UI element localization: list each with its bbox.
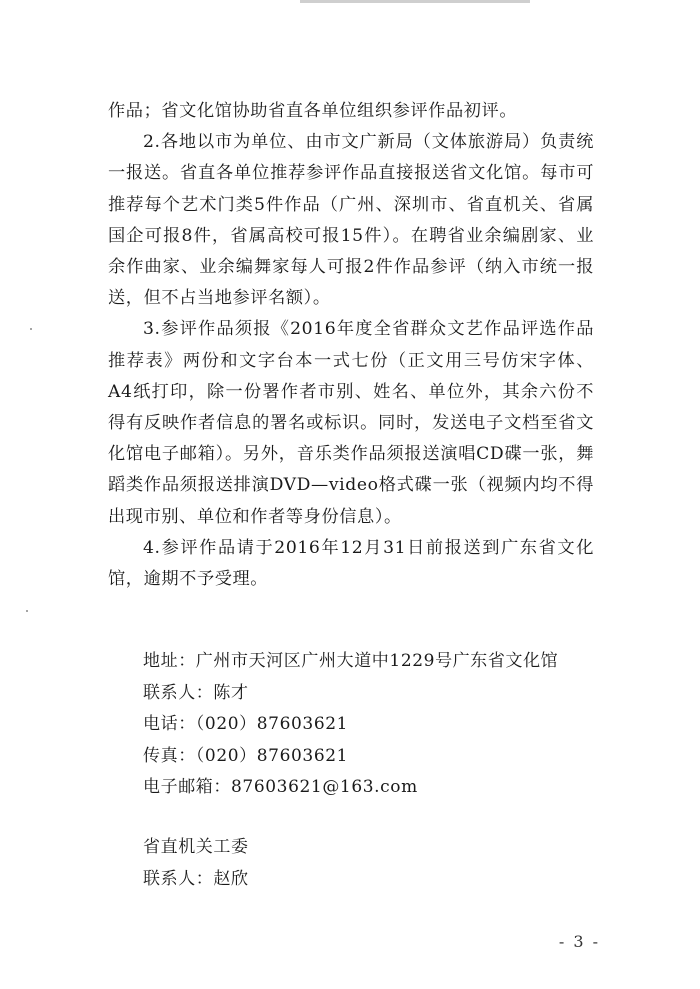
contact-person-secondary: 联系人：赵欣 — [143, 868, 249, 889]
paragraph-item-4: 4.参评作品请于2016年12月31日前报送到广东省文化馆，逾期不予受理。 — [108, 537, 594, 590]
contact-fax: 传真：（020）87603621 — [143, 745, 349, 766]
paragraph-item-3: 3.参评作品须报《2016年度全省群众文艺作品评选作品推荐表》两份和文字台本一式七份（正文用三号仿宋字体、A4纸打印，除一份署作者市别、姓名、单位外，其余六份不得有反映作者信息的署名或标识。同时，发送电子文档至省文化馆电子邮箱）。另外，音乐类作品须报送演唱CD碟一张，舞蹈类作品须报送排演DVD—video格式碟一张（视频内均不得出现市别、单位和作者等身份信息）。 — [108, 319, 594, 527]
contact-person: 联系人：陈才 — [143, 682, 249, 703]
contact-phone: 电话：（020）87603621 — [143, 714, 349, 734]
contact-email: 电子邮箱：87603621@163.com — [143, 777, 418, 797]
contact-block-secondary — [143, 832, 249, 895]
document-body — [108, 96, 594, 595]
scan-speck — [26, 610, 28, 612]
contact-org: 省直机关工委 — [143, 837, 249, 857]
paragraph-item-2: 2.各地以市为单位、由市文广新局（文体旅游局）负责统一报送。省直各单位推荐参评作品直接报送省文化馆。每市可推荐每个艺术门类5件作品（广州、深圳市、省直机关、省属国企可报8件，省属高校可报15件）。在聘省业余编剧家、业余作曲家、业余编舞家每人可报2件作品参评（纳入市统一报送，但不占当地参评名额）。 — [108, 132, 594, 309]
contact-block-primary — [143, 646, 558, 804]
contact-address: 地址：广州市天河区广州大道中1229号广东省文化馆 — [143, 651, 559, 671]
scan-speck — [30, 328, 32, 330]
top-edge-mark — [300, 0, 530, 3]
paragraph-continuation: 作品；省文化馆协助省直各单位组织参评作品初评。 — [108, 101, 518, 121]
page-number: - 3 - — [558, 932, 600, 951]
